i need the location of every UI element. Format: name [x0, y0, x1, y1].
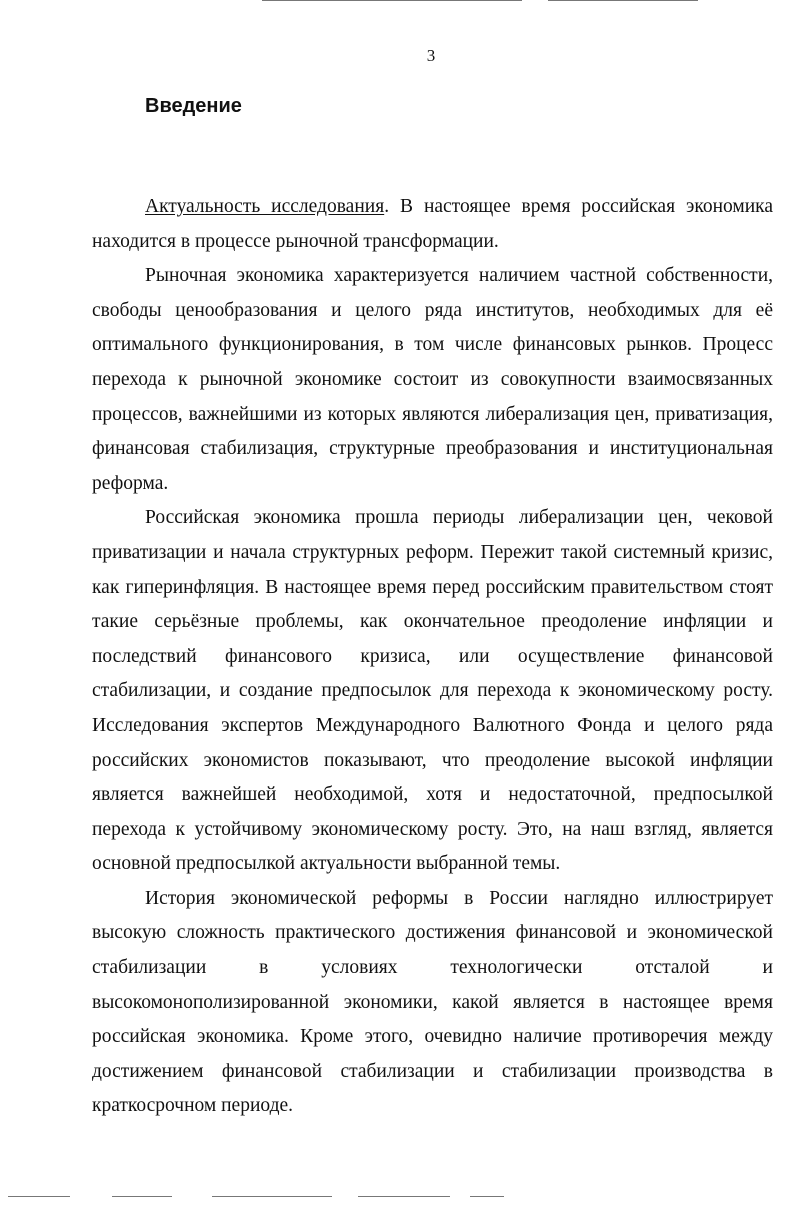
paragraph-market-economy: Рыночная экономика характеризуется наличием частной собственности, свободы ценообразования и целого ряда институтов, необходимых для её оптимального функционирования, в том числе финансовых рынков. Процесс перехода к рыночной экономике состоит из совокупности взаимосвязанных процессов, важнейшими из которых являются либерализация цен, приватизация, финансовая стабилизация, структурные преобразования и институциональная реформа. [92, 265, 773, 494]
section-heading: Введение [145, 95, 242, 117]
paragraph-text: . В настоящее время российская экономика находится в процессе рыночной трансформации. [92, 196, 773, 252]
paragraph-russian-economy: Российская экономика прошла периоды либерализации цен, чековой приватизации и начала структурных реформ. Пережит такой системный кризис, как гиперинфляция. В настоящее время перед российским правительством стоят такие серьёзные проблемы, как окончательное преодоление инфляции и последствий финансового кризиса, или осуществление финансовой стабилизации, и создание предпосылок для перехода к экономическому росту. Исследования экспертов Международного Валютного Фонда и целого ряда российских экономистов показывают, что преодоление высокой инфляции является важнейшей необходимой, хотя и недостаточной, предпосылкой перехода к устойчивому экономическому росту. Это, на наш взгляд, является основной предпосылкой актуальности выбранной темы. [92, 507, 773, 875]
page-number: 3 [426, 46, 436, 65]
paragraph-relevance [92, 190, 773, 259]
body-text [92, 190, 773, 1124]
scan-edge-bottom-line [8, 1196, 70, 1197]
scan-edge-top-line [548, 0, 698, 1]
scan-edge-bottom-line [470, 1196, 504, 1197]
paragraph-reform-history: История экономической реформы в России наглядно иллюстрирует высокую сложность практического достижения финансовой и экономической стабилизации в условиях технологически отсталой и высокомонополизированной экономики, какой является в настоящее время российская экономика. Кроме этого, очевидно наличие противоречия между достижением финансовой стабилизации и стабилизации производства в краткосрочном периоде. [92, 887, 773, 1117]
relevance-lead: Актуальность исследования [145, 196, 385, 217]
scan-edge-bottom-line [212, 1196, 332, 1197]
scan-edge-bottom-line [112, 1196, 172, 1197]
scan-edge-top-line [262, 0, 522, 1]
scan-edge-bottom-line [358, 1196, 450, 1197]
